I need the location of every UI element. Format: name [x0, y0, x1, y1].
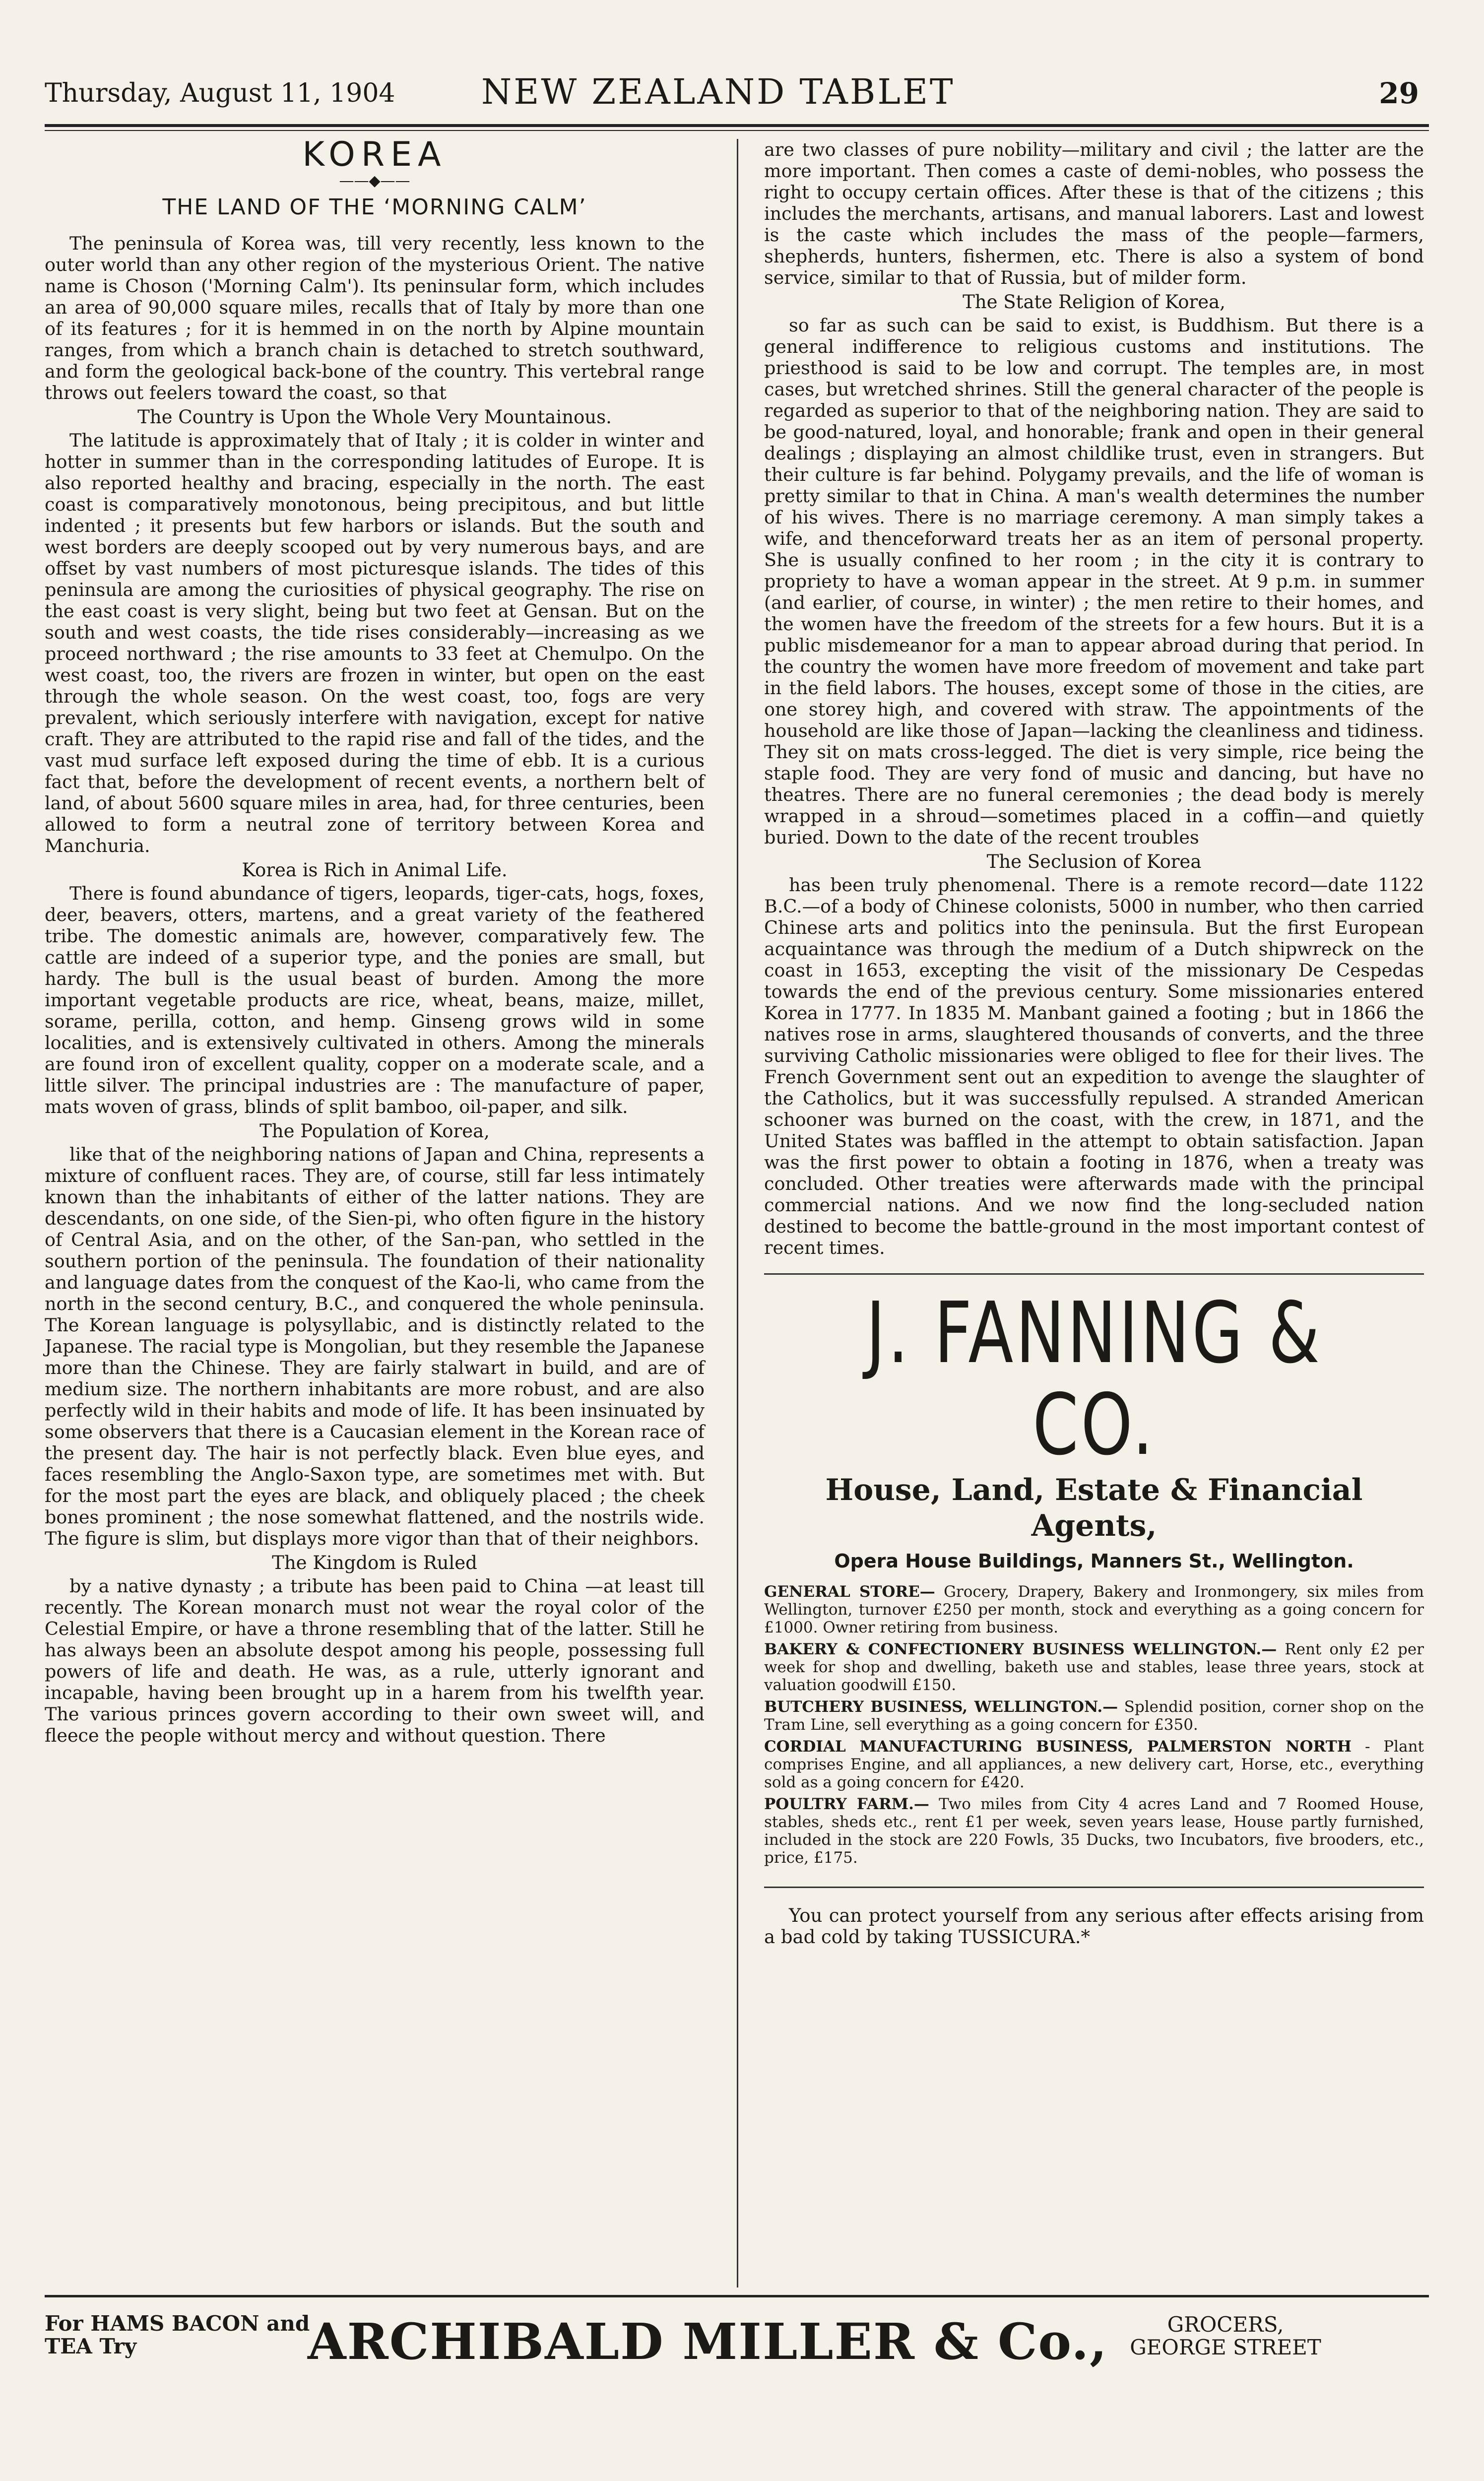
- newspaper-page: [45, 71, 1429, 2481]
- paragraph-kingdom: by a native dynasty ; a tribute has been paid to China —at least till recently. The Korean monarch must not wear the royal color of the Celestial Empire, or have a throne resembling that of the latter. Still he has always been an absolute despot among his people, possessing full powers of life and death. He was, as a rule, utterly ignorant and incapable, having been brought up in a harem from his twelfth year. The various princes govern according to their own sweet will, and fleece the people without mercy and without question. There: [45, 1575, 705, 1746]
- paragraph-geography: The latitude is approximately that of Italy ; it is colder in winter and hotter in summer than in the corresponding latitudes of Europe. It is also reported healthy and bracing, especially in the north. The east coast is comparatively monotonous, being precipitous, and but little indented ; it presents but few harbors or islands. But the south and west borders are deeply scooped out by very numerous bays, and are offset by vast numbers of most picturesque islands. The tides of this peninsula are among the curiosities of physical geography. The rise on the east coast is very slight, being but two feet at Gensan. But on the south and west coasts, the tide rises considerably—increasing as we proceed northward ; the rise amounts to 33 feet at Chemulpo. On the west coast, too, the rivers are frozen in winter, but open on the east through the whole season. On the west coast, too, fogs are very prevalent, which seriously interfere with navigation, except for native craft. They are attributed to the rapid rise and fall of the tides, and the vast mud surface left exposed during the time of ebb. It is a curious fact that, before the development of recent events, a northern belt of land, of about 5600 square miles in area, had, for three centuries, been allowed to form a neutral zone of territory between Korea and Manchuria.: [45, 430, 705, 856]
- advert-listing: CORDIAL MANUFACTURING BUSINESS, PALMERSTON NORTH - Plant comprises Engine, and all appliances, a new delivery cart, Horse, etc., everything sold as a going concern for £420.: [764, 1738, 1424, 1791]
- header-rule-thin: [45, 130, 1429, 131]
- tussicura-notice: You can protect yourself from any serious after effects arising from a bad cold by taking TUSSICURA.*: [764, 1905, 1424, 1948]
- footer-advertiser: ARCHIBALD MILLER & Co.,: [308, 2312, 1108, 2371]
- paragraph-seclusion: has been truly phenomenal. There is a remote record—date 1122 B.C.—of a body of Chinese colonists, 5000 in number, who then carried Chinese arts and politics into the peninsula. But the first European acquaintance was through the medium of a Dutch shipwreck on the coast in 1653, excepting the visit of the missionary De Cespedas towards the end of the previous century. Some missionaries entered Korea in 1777. In 1835 M. Manbant gained a footing ; but in 1866 the natives rose in arms, slaughtered thousands of converts, and the three surviving Catholic missionaries were obliged to flee for their lives. The French Government sent out an expedition to avenge the slaughter of the Catholics, but it was successfully repulsed. A stranded American schooner was burned on the coast, with the crew, in 1871, and the United States was baffled in the attempt to obtain satisfaction. Japan was the first power to obtain a footing in 1876, when a treaty was concluded. Other treaties were afterwards made with the principal commercial nations. And we now find the long-secluded nation destined to become the battle-ground in the most important contest of recent times.: [764, 874, 1424, 1258]
- advert-listing: POULTRY FARM.— Two miles from City 4 acres Land and 7 Roomed House, stables, sheds etc., rent £1 per week, seven years lease, House partly furnished, included in the stock are 220 Fowls, 35 Ducks, two Incubators, five brooders, etc., price, £175.: [764, 1795, 1424, 1867]
- advert-tagline: House, Land, Estate & Financial Agents,: [825, 1473, 1363, 1543]
- article-title: KOREA: [302, 135, 447, 174]
- page-header: [45, 71, 1429, 129]
- paragraph-religion: so far as such can be said to exist, is Buddhism. But there is a general indifference to religious customs and institutions. The priesthood is said to be low and corrupt. The temples are, in most cases, but wretched shrines. Still the general character of the people is regarded as superior to that of the neighboring nation. They are said to be good-natured, loyal, and honorable; frank and open in their general dealings ; displaying an almost childlike trust, even in strangers. But their culture is far behind. Polygamy prevails, and the life of woman is pretty similar to that in China. A man's wealth determines the number of his wives. There is no marriage ceremony. A man simply takes a wife, and thenceforward treats her as an item of personal property. She is usually confined to her room ; in the city it is contrary to propriety to have a woman appear in the street. At 9 p.m. in summer (and earlier, of course, in winter) ; the men retire to their homes, and the women have the freedom of the streets for a few hours. But it is a public misdemeanor for a man to appear abroad during that period. In the country the women have more freedom of movement and take part in the field labors. The houses, except some of those in the cities, are one storey high, and covered with straw. The appointments of the household are like those of Japan—lacking the cleanliness and tidiness. They sit on mats cross-legged. The diet is very simple, rice being the staple food. They are very fond of music and dancing, but have no theatres. There are no funeral ceremonies ; the dead body is merely wrapped in a shroud—sometimes placed in a coffin—and quietly buried. Down to the date of the recent troubles: [764, 315, 1424, 848]
- footer-left-text: For HAMS BACON and TEA Try: [45, 2311, 310, 2358]
- paragraph-classes: are two classes of pure nobility—military and civil ; the latter are the more important. Then comes a caste of demi-nobles, who possess the right to occupy certain offices. After these is that of the citizens ; this includes the merchants, artisans, and manual laborers. Last and lowest is the caste which includes the mass of the people—farmers, shepherds, hunters, fishermen, etc. There is also a system of bond service, similar to that of Russia, but of milder form.: [764, 139, 1424, 288]
- advert-company-name: J. FANNING & CO.: [866, 1284, 1322, 1474]
- advert-listing: BAKERY & CONFECTIONERY BUSINESS WELLINGTON.— Rent only £2 per week for shop and dwelling, baketh use and stables, lease three years, stock at valuation goodwill £150.: [764, 1640, 1424, 1694]
- footer-rule: [45, 2295, 1429, 2297]
- footer-right-text: GROCERS, GEORGE STREET: [1130, 2312, 1321, 2359]
- section-heading-population: The Population of Korea,: [259, 1120, 490, 1142]
- fanning-advertisement: [764, 1273, 1424, 1867]
- left-column: [45, 135, 705, 2287]
- column-divider: [737, 139, 738, 2287]
- section-heading-mountainous: The Country is Upon the Whole Very Mountainous.: [137, 406, 612, 428]
- paragraph-intro: The peninsula of Korea was, till very recently, less known to the outer world than any other region of the mysterious Orient. The native name is Choson ('Morning Calm'). Its peninsular form, which includes an area of 90,000 square miles, recalls that of Italy by more than one of its features ; for it is hemmed in on the north by Alpine mountain ranges, from which a branch chain is detached to stretch southward, and form the geological back-bone of the country. This vertebral range throws out feelers toward the coast, so that: [45, 233, 705, 403]
- advert-listing: GENERAL STORE— Grocery, Drapery, Bakery and Ironmongery, six miles from Wellington, turnover £250 per month, stock and everything as a going concern for £1000. Owner retiring from business.: [764, 1583, 1424, 1636]
- title-ornament: ——◆——: [339, 172, 410, 190]
- section-heading-animal-life: Korea is Rich in Animal Life.: [242, 859, 508, 881]
- issue-date: Thursday, August 11, 1904: [45, 78, 395, 108]
- section-heading-kingdom: The Kingdom is Ruled: [272, 1552, 477, 1573]
- advert-listing: BUTCHERY BUSINESS, WELLINGTON.— Splendid position, corner shop on the Tram Line, sell everything as a going concern for £350.: [764, 1698, 1424, 1734]
- advert-rule: [764, 1887, 1424, 1888]
- masthead: NEW ZEALAND TABLET: [481, 71, 955, 112]
- header-rule: [45, 124, 1429, 127]
- paragraph-population: like that of the neighboring nations of Japan and China, represents a mixture of confluent races. They are, of course, still far less intimately known than the inhabitants of either of the latter nations. They are descendants, on one side, of the Sien-pi, who often figure in the history of Central Asia, and on the other, of the San-pan, who settled in the southern portion of the peninsula. The foundation of their nationality and language dates from the conquest of the Kao-li, who came from the north in the second century, B.C., and conquered the whole peninsula. The Korean language is polysyllabic, and is distinctly related to the Japanese. The racial type is Mongolian, but they resemble the Japanese more than the Chinese. They are fairly stalwart in build, and are of medium size. The northern inhabitants are more robust, and are also perfectly wild in their habits and mode of life. It has been insinuated by some observers that there is a Caucasian element in the Korean race of the present day. The hair is not perfectly black. Even blue eyes, and faces resembling the Anglo-Saxon type, are sometimes met with. But for the most part the eyes are black, and obliquely placed ; the cheek bones prominent ; the nose somewhat flattened, and the nostrils wide. The figure is slim, but displays more vigor than that of their neighbors.: [45, 1144, 705, 1549]
- page-number: 29: [1379, 76, 1419, 110]
- paragraph-animal-life: There is found abundance of tigers, leopards, tiger-cats, hogs, foxes, deer, beavers, otters, martens, and a great variety of the feathered tribe. The domestic animals are, however, comparatively few. The cattle are indeed of a superior type, and the ponies are small, but hardy. The bull is the usual beast of burden. Among the more important vegetable products are rice, wheat, beans, maize, millet, sorame, perilla, cotton, and hemp. Ginseng grows wild in some localities, and is extensively cultivated in others. Among the minerals are found iron of excellent quality, copper on a moderate scale, and a little silver. The principal industries are : The manufacture of paper, mats woven of grass, blinds of split bamboo, oil-paper, and silk.: [45, 883, 705, 1117]
- advert-address: Opera House Buildings, Manners St., Wellington.: [834, 1550, 1354, 1572]
- section-heading-seclusion: The Seclusion of Korea: [986, 851, 1202, 872]
- article-subtitle: THE LAND OF THE ‘MORNING CALM’: [162, 195, 587, 220]
- footer-advertisement: [45, 2307, 1429, 2382]
- section-heading-religion: The State Religion of Korea,: [963, 291, 1226, 313]
- right-column: [764, 139, 1424, 2287]
